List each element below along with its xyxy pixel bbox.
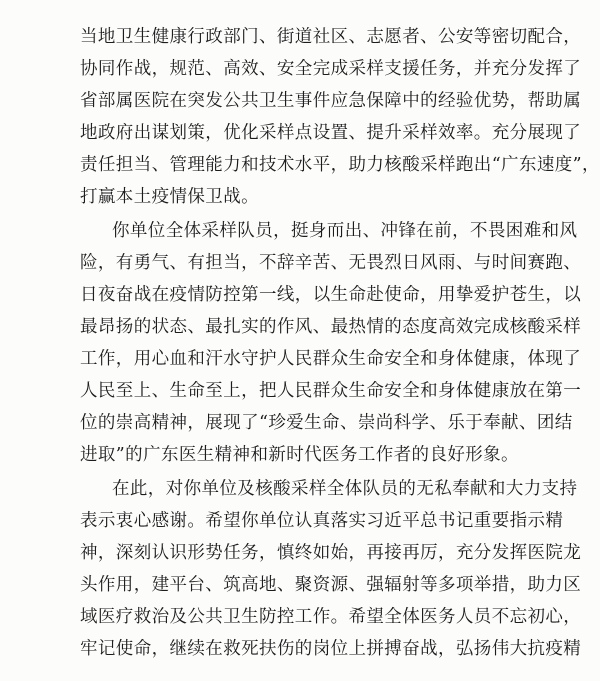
text-line-14: 进取”的广东医生精神和新时代医务工作者的良好形象。 <box>80 445 519 465</box>
text-line-5: 责任担当、管理能力和技术水平，助力核酸采样跑出“广东速度”， <box>80 155 600 175</box>
text-line-4: 地政府出谋划策，优化采样点设置、提升采样效率。充分展现了 <box>80 123 582 143</box>
text-line-10: 最昂扬的状态、最扎实的作风、最热情的态度高效完成核酸采样 <box>80 317 582 337</box>
text-line-11: 工作，用心血和汗水守护人民群众生命安全和身体健康，体现了 <box>80 349 582 369</box>
text-line-3: 省部属医院在突发公共卫生事件应急保障中的经验优势，帮助属 <box>80 91 582 111</box>
text-line-6: 打赢本土疫情保卫战。 <box>80 187 259 207</box>
text-line-20: 牢记使命，继续在救死扶伤的岗位上拼搏奋战，弘扬伟大抗疫精 <box>80 639 582 659</box>
text-line-17: 神，深刻认识形势任务，慎终如始，再接再厉，充分发挥医院龙 <box>80 543 582 563</box>
text-line-16: 表示衷心感谢。希望你单位认真落实习近平总书记重要指示精 <box>80 511 564 531</box>
text-line-1: 当地卫生健康行政部门、街道社区、志愿者、公安等密切配合， <box>80 27 582 47</box>
paragraph-3-line-1: 在此，对你单位及核酸采样全体队员的无私奉献和大力支持 <box>112 479 578 499</box>
paragraph-2-line-1: 你单位全体采样队员，挺身而出、冲锋在前，不畏困难和风 <box>112 221 578 241</box>
text-line-18: 头作用，建平台、筑高地、聚资源、强辐射等多项举措，助力区 <box>80 575 582 595</box>
text-line-8: 险，有勇气、有担当，不辞辛苦、无畏烈日风雨、与时间赛跑、 <box>80 253 582 273</box>
text-line-12: 人民至上、生命至上，把人民群众生命安全和身体健康放在第一 <box>80 381 582 401</box>
text-line-19: 域医疗救治及公共卫生防控工作。希望全体医务人员不忘初心， <box>80 607 582 627</box>
text-line-2: 协同作战，规范、高效、安全完成采样支援任务，并充分发挥了 <box>80 59 582 79</box>
text-line-13: 位的崇高精神，展现了“珍爱生命、崇尚科学、乐于奉献、团结 <box>80 413 573 433</box>
text-line-9: 日夜奋战在疫情防控第一线，以生命赴使命，用挚爱护苍生，以 <box>80 285 582 305</box>
